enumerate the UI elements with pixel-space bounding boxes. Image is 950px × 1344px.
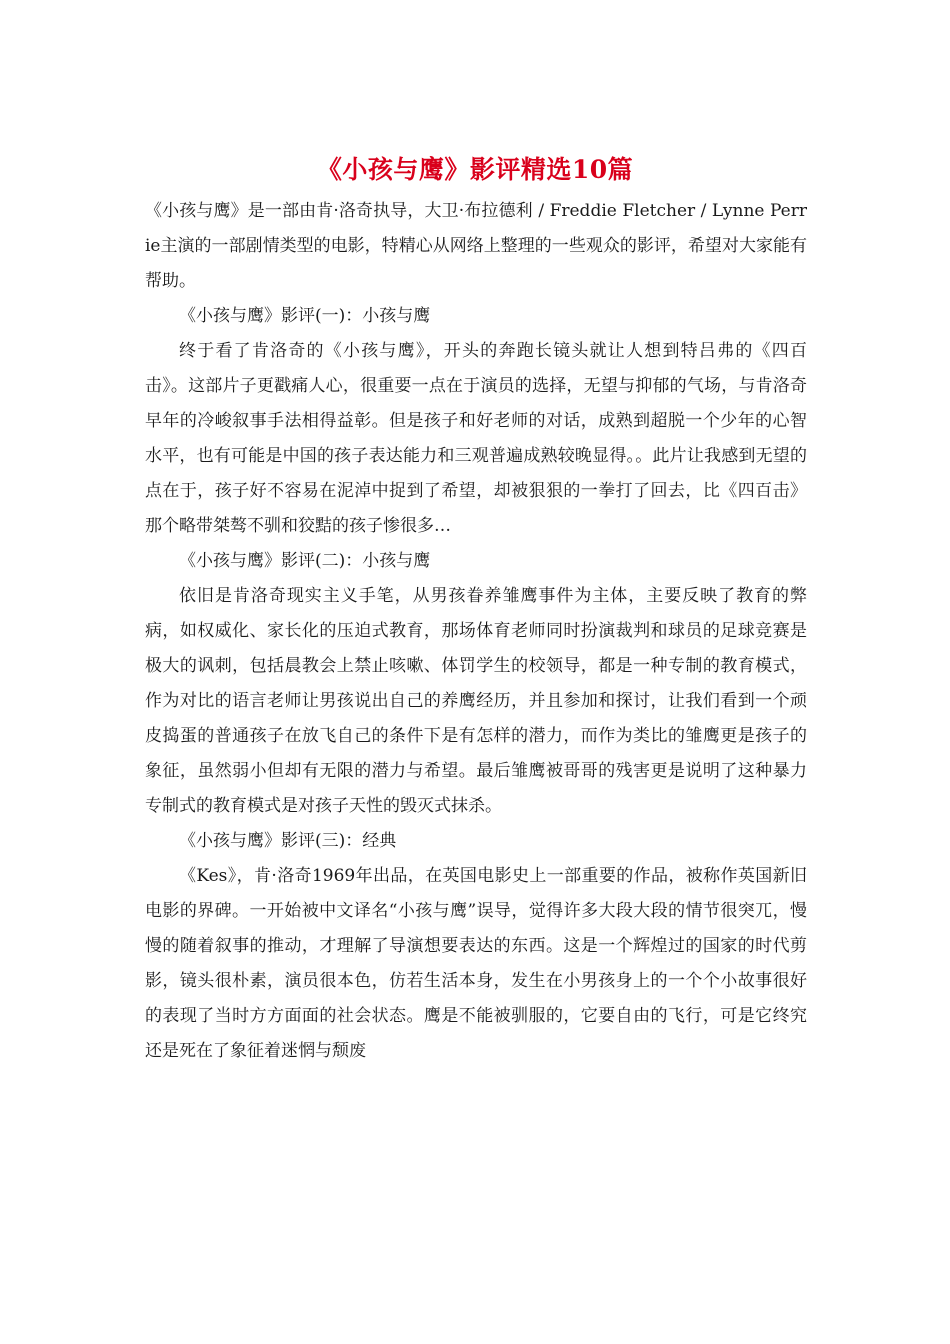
review-heading-1: 《小孩与鹰》影评(一)：小孩与鹰 — [179, 306, 431, 326]
review-body-3: 《Kes》，肯·洛奇1969年出品，在英国电影史上一部重要的作品，被称作英国新旧电影的界碑。一开始被中文译名“小孩与鹰”误导，觉得许多大段大段的情节很突兀，慢慢的随着叙事的推动，才理解了导演想要表达的东西。这是一个辉煌过的国家的时代剪影，镜头很朴素，演员很本色，仿若生活本身，发生在小男孩身上的一个个小故事很好的表现了当时方方面面的社会状态。鹰是不能被驯服的，它要自由的飞行，可是它终究还是死在了象征着迷惘与颓废 — [145, 866, 807, 1061]
review-heading-3: 《小孩与鹰》影评(三)：经典 — [179, 831, 397, 851]
document-body — [145, 194, 807, 1069]
document-title: 《小孩与鹰》影评精选10篇 — [316, 155, 634, 184]
review-body-1: 终于看了肯洛奇的《小孩与鹰》，开头的奔跑长镜头就让人想到特吕弗的《四百击》。这部片子更戳痛人心，很重要一点在于演员的选择，无望与抑郁的气场，与肯洛奇早年的冷峻叙事手法相得益彰。但是孩子和好老师的对话，成熟到超脱一个少年的心智水平，也有可能是中国的孩子表达能力和三观普遍成熟较晚显得。。此片让我感到无望的点在于，孩子好不容易在泥淖中捉到了希望，却被狠狠的一拳打了回去，比《四百击》那个略带桀骜不驯和狡黠的孩子惨很多… — [145, 341, 807, 536]
review-body-2: 依旧是肯洛奇现实主义手笔，从男孩眷养雏鹰事件为主体，主要反映了教育的弊病，如权威化、家长化的压迫式教育，那场体育老师同时扮演裁判和球员的足球竞赛是极大的讽刺，包括晨教会上禁止咳嗽、体罚学生的校领导，都是一种专制的教育模式，作为对比的语言老师让男孩说出自己的养鹰经历，并且参加和探讨，让我们看到一个顽皮捣蛋的普通孩子在放飞自己的条件下是有怎样的潜力，而作为类比的雏鹰更是孩子的象征，虽然弱小但却有无限的潜力与希望。最后雏鹰被哥哥的残害更是说明了这种暴力专制式的教育模式是对孩子天性的毁灭式抹杀。 — [145, 586, 807, 816]
intro-paragraph: 《小孩与鹰》是一部由肯·洛奇执导，大卫·布拉德利 / Freddie Fletcher / Lynne Perrie主演的一部剧情类型的电影，特精心从网络上整理的一些观众的影评，希望对大家能有帮助。 — [145, 201, 807, 291]
review-heading-2: 《小孩与鹰》影评(二)：小孩与鹰 — [179, 551, 431, 571]
